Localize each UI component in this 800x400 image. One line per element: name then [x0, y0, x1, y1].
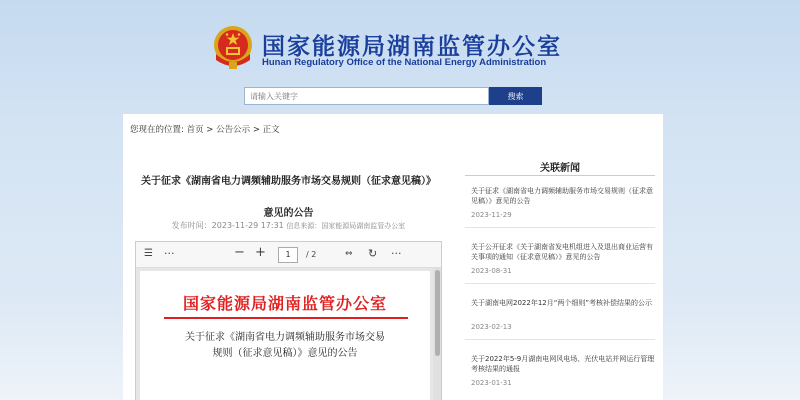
divider	[465, 227, 655, 228]
related-news-heading: 关联新闻	[540, 163, 580, 174]
pdf-viewer[interactable]	[135, 241, 442, 400]
news-title[interactable]: 关于湖南电网2022年12月“两个细则”考核补偿结果的公示	[471, 299, 652, 307]
related-news-item[interactable]	[471, 242, 655, 275]
zoom-in-icon[interactable]: +	[255, 245, 266, 260]
doc-subtitle-line1: 关于征求《湖南省电力调频辅助服务市场交易	[185, 332, 385, 343]
pdf-toolbar	[136, 242, 442, 268]
related-news	[465, 159, 655, 400]
outline-list-icon[interactable]: ☰	[144, 248, 153, 259]
site-title: 国家能源局湖南监管办公室	[262, 34, 562, 60]
news-title[interactable]: 关于公开征求《关于湖南省发电机组进入及退出商业运营有关事项的通知（征求意见稿）》意见的公告	[471, 243, 653, 261]
page-total: / 2	[306, 250, 317, 259]
national-emblem-icon	[212, 24, 254, 70]
breadcrumb-notices[interactable]: 公告公示	[216, 125, 251, 135]
news-date: 2023-01-31	[471, 379, 512, 387]
article	[123, 114, 453, 400]
doc-title: 国家能源局湖南监管办公室	[182, 294, 387, 313]
breadcrumb-current: 正文	[262, 125, 280, 135]
more-options-icon[interactable]: ···	[164, 247, 175, 260]
search-input[interactable]	[244, 87, 489, 105]
news-date: 2023-02-13	[471, 323, 512, 331]
fit-page-icon[interactable]: ⇔	[345, 249, 353, 259]
site-subtitle: Hunan Regulatory Office of the National Energy Administration	[262, 57, 547, 68]
site-header	[0, 0, 800, 115]
search-button[interactable]: 搜索	[489, 87, 542, 105]
pdf-page	[140, 271, 430, 400]
source-value: 国家能源局湖南监管办公室	[321, 222, 406, 230]
article-meta	[131, 220, 446, 231]
zoom-out-icon[interactable]: −	[234, 245, 245, 260]
news-title[interactable]: 关于2022年5-9月湖南电网风电场、光伏电站并网运行管理考核结果的通报	[471, 355, 655, 373]
article-title-line1: 关于征求《湖南省电力调频辅助服务市场交易规则（征求意见稿）》	[141, 176, 436, 187]
doc-subtitle	[160, 330, 410, 362]
related-news-item[interactable]	[471, 186, 655, 219]
rotate-icon[interactable]: ↻	[368, 247, 378, 260]
search-bar	[244, 87, 542, 105]
source-label: 信息来源：	[286, 222, 322, 230]
pdf-scrollbar[interactable]	[433, 268, 442, 400]
pdf-scroll-thumb[interactable]	[435, 270, 440, 356]
content-card	[123, 114, 663, 400]
news-date: 2023-11-29	[471, 211, 512, 219]
breadcrumb-separator: >	[206, 125, 214, 135]
divider	[465, 283, 655, 284]
news-date: 2023-08-31	[471, 267, 512, 275]
related-news-item[interactable]	[471, 354, 655, 387]
publish-time: 2023-11-29 17:31	[211, 221, 284, 230]
more-options-icon[interactable]: ···	[391, 247, 402, 260]
news-title[interactable]: 关于征求《湖南省电力调频辅助服务市场交易规则（征求意见稿）》意见的公告	[471, 187, 653, 205]
breadcrumb-home[interactable]: 首页	[186, 125, 204, 135]
doc-red-rule	[164, 317, 408, 319]
page-number-input[interactable]: 1	[278, 247, 298, 263]
publish-label: 发布时间：	[171, 221, 212, 230]
related-news-item[interactable]	[471, 298, 655, 331]
breadcrumb-separator: >	[252, 125, 260, 135]
breadcrumb-prefix: 您现在的位置:	[130, 125, 184, 135]
divider	[465, 175, 655, 176]
doc-subtitle-line2: 规则（征求意见稿）》意见的公告	[212, 348, 358, 359]
divider	[465, 339, 655, 340]
article-title-line2: 意见的公告	[263, 208, 314, 219]
